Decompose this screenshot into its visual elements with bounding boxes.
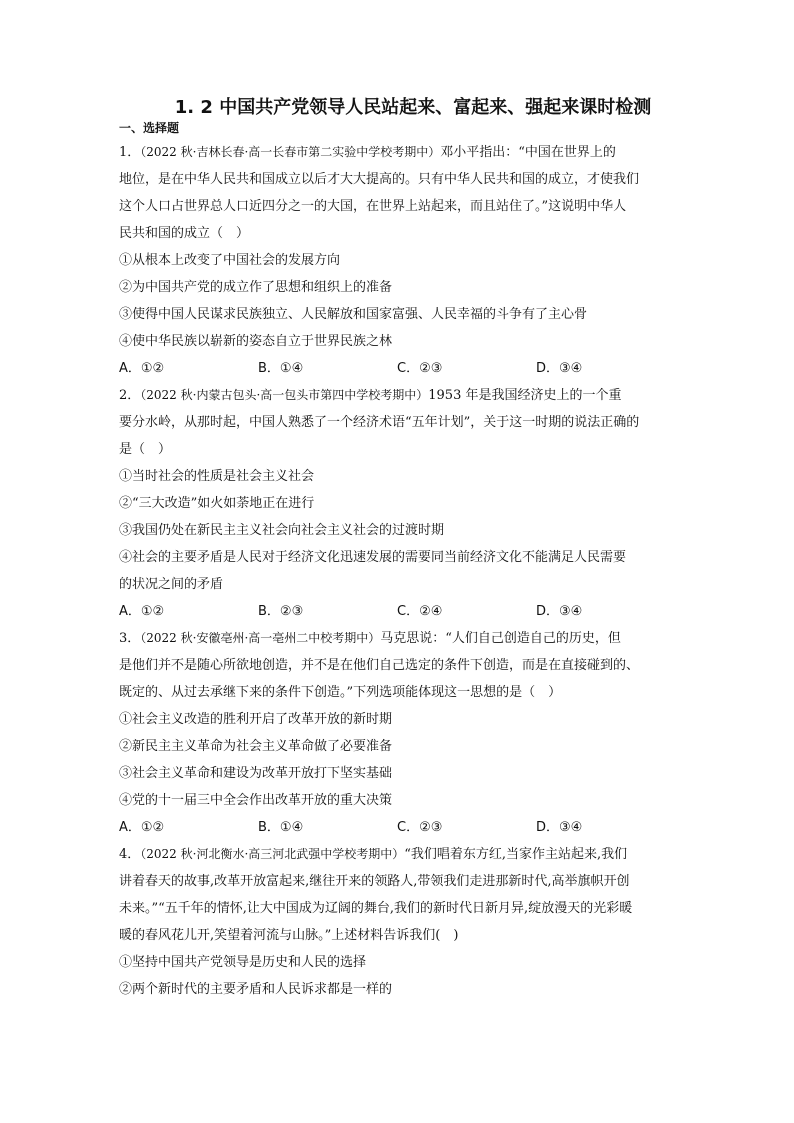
question-1 bbox=[119, 139, 687, 382]
statement: ①坚持中国共产党领导是历史和人民的选择 bbox=[119, 955, 367, 970]
statement: ①社会主义改造的胜利开启了改革开放的新时期 bbox=[119, 712, 393, 727]
answer-options bbox=[119, 814, 687, 841]
question-stem-line: 这个人口占世界总人口近四分之一的大国，在世界上站起来，而且站住了。”这说明中华人 bbox=[119, 199, 627, 214]
question-stem-line: 未来。”“五千年的情怀,让大中国成为辽阔的舞台,我们的新时代日新月异,绽放漫天的光彩暖 bbox=[119, 901, 633, 916]
statement: ③我国仍处在新民主主义社会向社会主义社会的过渡时期 bbox=[119, 523, 445, 538]
statement: ②新民主主义革命为社会主义革命做了必要准备 bbox=[119, 739, 393, 754]
option-c[interactable]: C．②④ bbox=[397, 604, 443, 619]
question-source: （2022 秋·安徽亳州·高一亳州二中校考期中） bbox=[140, 631, 381, 645]
question-3 bbox=[119, 625, 687, 841]
option-a[interactable]: A．①② bbox=[119, 820, 165, 835]
question-stem-line: 讲着春天的故事,改革开放富起来,继往开来的领路人,带领我们走进那新时代,高举旗帜开创 bbox=[119, 874, 630, 889]
statement: ③社会主义革命和建设为改革开放打下坚实基础 bbox=[119, 766, 393, 781]
statement: ①从根本上改变了中国社会的发展方向 bbox=[119, 253, 341, 268]
question-source: （2022 秋·吉林长春·高一长春市第二实验中学校考期中） bbox=[140, 145, 441, 159]
question-number: 4． bbox=[119, 847, 141, 862]
option-d[interactable]: D．③④ bbox=[536, 361, 583, 376]
statement: ②为中国共产党的成立作了思想和组织上的准备 bbox=[119, 280, 393, 295]
question-source: （2022 秋·河北衡水·高三河北武强中学校考期中） bbox=[140, 847, 405, 861]
option-c[interactable]: C．②③ bbox=[397, 361, 443, 376]
worksheet-page bbox=[119, 96, 687, 1003]
question-number: 1． bbox=[119, 145, 141, 160]
question-number: 3． bbox=[119, 631, 141, 646]
question-stem-line: 是他们并不是随心所欲地创造，并不是在他们自己选定的条件下创造，而是在直接碰到的、 bbox=[119, 658, 640, 673]
question-stem-line: 4．（2022 秋·河北衡水·高三河北武强中学校考期中）“我们唱着东方红,当家作主站起来,我们 bbox=[119, 847, 628, 862]
statement: ④党的十一届三中全会作出改革开放的重大决策 bbox=[119, 793, 393, 808]
statement: ②两个新时代的主要矛盾和人民诉求都是一样的 bbox=[119, 982, 393, 997]
option-c[interactable]: C．②③ bbox=[397, 820, 443, 835]
question-number: 2． bbox=[119, 388, 141, 403]
statement: ②“三大改造”如火如荼地正在进行 bbox=[119, 496, 315, 511]
question-stem-line: 民共和国的成立（ ） bbox=[119, 226, 250, 241]
option-d[interactable]: D．③④ bbox=[536, 604, 583, 619]
question-2 bbox=[119, 382, 687, 625]
question-source: （2022 秋·内蒙古包头·高一包头市第四中学校考期中） bbox=[140, 388, 429, 402]
answer-options bbox=[119, 598, 687, 625]
option-b[interactable]: B．①④ bbox=[258, 361, 304, 376]
option-d[interactable]: D．③④ bbox=[536, 820, 583, 835]
option-a[interactable]: A．①② bbox=[119, 361, 165, 376]
question-stem-line: 2．（2022 秋·内蒙古包头·高一包头市第四中学校考期中）1953 年是我国经济史上的一个重 bbox=[119, 388, 622, 403]
question-stem-line: 暖的春风花儿开,笑望着河流与山脉。”上述材料告诉我们( ) bbox=[119, 928, 459, 943]
statement: ④社会的主要矛盾是人民对于经济文化迅速发展的需要同当前经济文化不能满足人民需要 bbox=[119, 550, 627, 565]
statement: ④使中华民族以崭新的姿态自立于世界民族之林 bbox=[119, 334, 393, 349]
section-heading: 一、选择题 bbox=[119, 121, 180, 135]
statement: ①当时社会的性质是社会主义社会 bbox=[119, 469, 315, 484]
option-b[interactable]: B．②③ bbox=[258, 604, 304, 619]
question-4 bbox=[119, 841, 687, 1003]
statement: 的状况之间的矛盾 bbox=[119, 577, 224, 592]
statement: ③使得中国人民谋求民族独立、人民解放和国家富强、人民幸福的斗争有了主心骨 bbox=[119, 307, 588, 322]
option-a[interactable]: A．①② bbox=[119, 604, 165, 619]
option-b[interactable]: B．①④ bbox=[258, 820, 304, 835]
question-stem-line: 既定的、从过去承继下来的条件下创造。”下列选项能体现这一思想的是（ ） bbox=[119, 685, 562, 700]
question-stem-line: 1．（2022 秋·吉林长春·高一长春市第二实验中学校考期中）邓小平指出：“中国在世界上的 bbox=[119, 145, 616, 160]
question-stem-line: 3．（2022 秋·安徽亳州·高一亳州二中校考期中）马克思说：“人们自己创造自己的历史，但 bbox=[119, 631, 621, 646]
page-title: 1. 2 中国共产党领导人民站起来、富起来、强起来课时检测 bbox=[174, 97, 652, 118]
question-stem-line: 地位，是在中华人民共和国成立以后才大大提高的。只有中华人民共和国的成立，才使我们 bbox=[119, 172, 640, 187]
question-stem-line: 是（ ） bbox=[119, 442, 172, 457]
answer-options bbox=[119, 355, 687, 382]
question-stem-line: 要分水岭，从那时起，中国人熟悉了一个经济术语“五年计划”，关于这一时期的说法正确的 bbox=[119, 415, 640, 430]
